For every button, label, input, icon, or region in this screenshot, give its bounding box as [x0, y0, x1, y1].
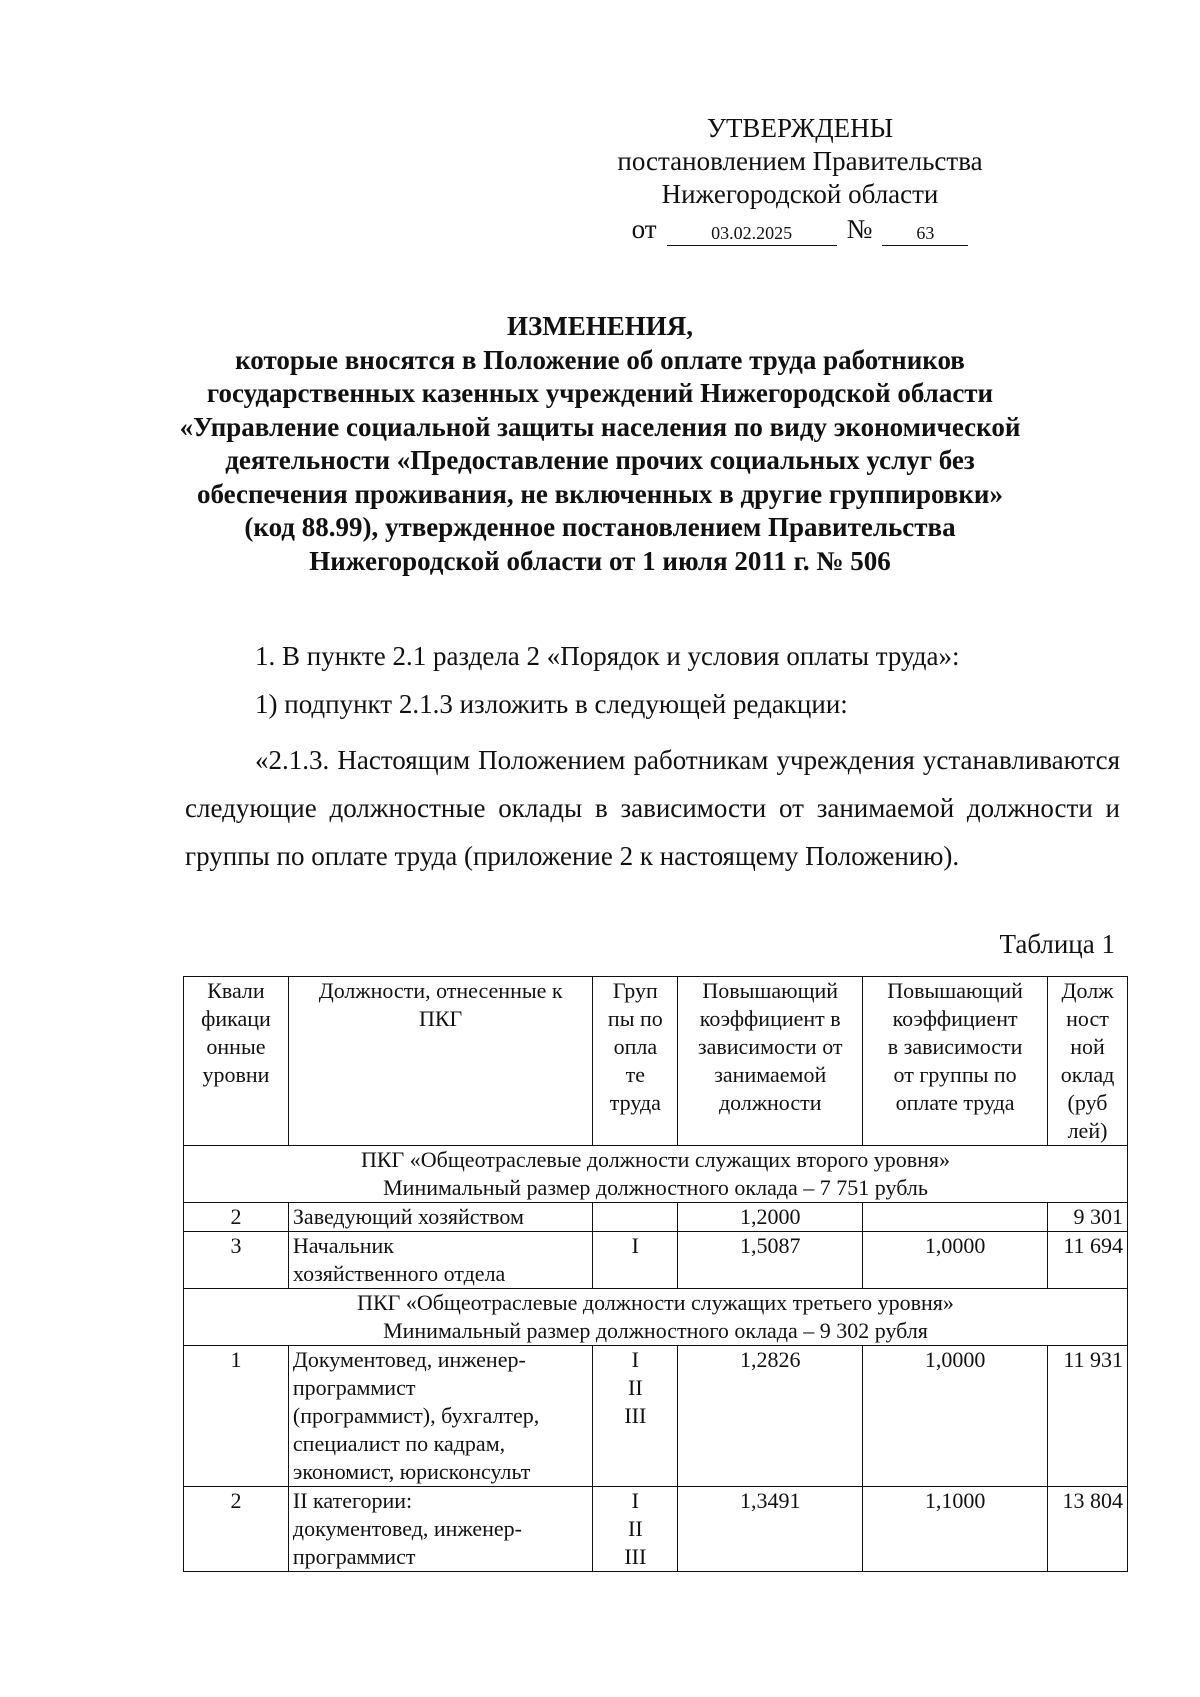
cell-salary: 9 301	[1048, 1203, 1128, 1232]
number-label: №	[846, 214, 873, 244]
cell-salary: 13 804	[1048, 1487, 1128, 1572]
position-line: Заведующий хозяйством	[292, 1204, 524, 1229]
title-line-2: которые вносятся в Положение об оплате труда работников	[235, 344, 965, 375]
position-line: специалист по кадрам,	[292, 1431, 506, 1456]
approval-date: 03.02.2025	[667, 222, 837, 246]
header-line: ПКГ	[419, 1006, 463, 1031]
header-line: Груп	[612, 978, 658, 1003]
header-line: зависимости от	[697, 1034, 843, 1059]
salary-table	[183, 976, 1128, 1572]
group-line: I	[631, 1488, 639, 1513]
header-line: опла	[613, 1034, 658, 1059]
header-line: (руб	[1067, 1090, 1108, 1115]
approval-number: 63	[882, 222, 968, 246]
header-line: лей)	[1067, 1118, 1108, 1143]
cell-salary: 11 931	[1048, 1346, 1128, 1487]
title-line-3: государственных казенных учреждений Нижегородской области	[206, 378, 994, 408]
header-line: Долж	[1061, 978, 1114, 1003]
position-line: Начальник	[292, 1233, 394, 1258]
approval-block	[580, 112, 1020, 246]
cell-level: 2	[184, 1203, 289, 1232]
group-line: II	[628, 1516, 643, 1541]
group-row	[184, 1289, 1128, 1346]
header-line: труда	[609, 1090, 661, 1115]
group-min-salary: Минимальный размер должностного оклада – 7 751 рубль	[383, 1175, 928, 1200]
table-label: Таблица 1	[999, 929, 1115, 959]
header-line: оплате труда	[895, 1090, 1015, 1115]
cell-group	[593, 1232, 678, 1289]
cell-coef-position: 1,5087	[678, 1232, 863, 1289]
header-line: занимаемой	[714, 1062, 827, 1087]
header-line: фикаци	[201, 1006, 271, 1031]
cell-coef-position: 1,2826	[678, 1346, 863, 1487]
header-line: оклад	[1060, 1062, 1115, 1087]
header-line: ной	[1070, 1034, 1105, 1059]
cell-coef-position: 1,3491	[678, 1487, 863, 1572]
header-line: в зависимости	[887, 1034, 1023, 1059]
header-line: коэффициент в	[699, 1006, 841, 1031]
header-group	[593, 977, 678, 1146]
group-line: I	[631, 1233, 639, 1258]
title-line-1: ИЗМЕНЕНИЯ,	[506, 311, 693, 341]
position-line: программист	[292, 1375, 416, 1400]
cell-coef-group: 1,1000	[863, 1487, 1048, 1572]
header-line: Повышающий	[702, 978, 839, 1003]
group-title: ПКГ «Общеотраслевые должности служащих второго уровня»	[361, 1147, 950, 1172]
group-line: II	[628, 1375, 643, 1400]
cell-coef-group: 1,0000	[863, 1232, 1048, 1289]
header-line: пы по	[607, 1006, 663, 1031]
position-line: экономист, юрисконсульт	[292, 1459, 531, 1484]
approval-line-2: Нижегородской области	[661, 179, 939, 209]
title-line-4: «Управление социальной защиты населения по виду экономической	[179, 411, 1021, 442]
table-body	[184, 1146, 1128, 1572]
cell-position	[288, 1232, 592, 1289]
header-salary	[1048, 977, 1128, 1146]
header-coef-position	[678, 977, 863, 1146]
position-line: (программист), бухгалтер,	[292, 1403, 540, 1428]
header-line: должности	[718, 1090, 822, 1115]
approval-line-1: постановлением Правительства	[617, 146, 983, 176]
header-line: онные	[206, 1034, 266, 1059]
position-line: программист	[292, 1544, 416, 1569]
paragraph-1: 1. В пункте 2.1 раздела 2 «Порядок и условия оплаты труда»:	[255, 641, 960, 671]
approval-date-line	[580, 213, 1020, 246]
paragraph-2: 1) подпункт 2.1.3 изложить в следующей редакции:	[255, 689, 848, 719]
table-row	[184, 1346, 1128, 1487]
cell-position	[288, 1203, 592, 1232]
header-line: уровни	[202, 1062, 270, 1087]
group-line: III	[624, 1403, 647, 1428]
cell-position	[288, 1487, 592, 1572]
group-min-salary: Минимальный размер должностного оклада – 9 302 рубля	[383, 1318, 928, 1343]
title-line-6: обеспечения проживания, не включенных в другие группировки»	[197, 478, 1003, 509]
cell-level: 3	[184, 1232, 289, 1289]
header-line: те	[625, 1062, 646, 1087]
cell-group	[593, 1346, 678, 1487]
header-line: от группы по	[893, 1062, 1017, 1087]
approval-heading: УТВЕРЖДЕНЫ	[706, 113, 894, 143]
header-coef-group	[863, 977, 1048, 1146]
table-row	[184, 1232, 1128, 1289]
position-line: II категории:	[292, 1488, 413, 1513]
cell-group	[593, 1203, 678, 1232]
header-line: ност	[1066, 1006, 1109, 1031]
group-title-cell	[184, 1289, 1128, 1346]
header-position	[288, 977, 592, 1146]
document-title	[150, 310, 1050, 578]
header-level	[184, 977, 289, 1146]
group-title-cell	[184, 1146, 1128, 1203]
table-row	[184, 1487, 1128, 1572]
header-line: коэффициент	[892, 1006, 1018, 1031]
cell-level: 2	[184, 1487, 289, 1572]
title-line-7: (код 88.99), утвержденное постановлением Правительства	[244, 512, 956, 542]
title-line-5: деятельности «Предоставление прочих социальных услуг без	[225, 445, 975, 475]
cell-level: 1	[184, 1346, 289, 1487]
title-line-8: Нижегородской области от 1 июля 2011 г. № 506	[309, 545, 891, 576]
paragraph-3: «2.1.3. Настоящим Положением работникам учреждения устанавливаются следующие должностные оклады в зависимости от занимаемой должности и группы по оплате труда (приложение 2 к настоящему Положению).	[185, 745, 1120, 871]
group-line: I	[631, 1347, 639, 1372]
position-line: Документовед, инженер-	[292, 1347, 526, 1372]
position-line: документовед, инженер-	[292, 1516, 522, 1541]
group-line: III	[624, 1544, 647, 1569]
group-title: ПКГ «Общеотраслевые должности служащих третьего уровня»	[357, 1290, 954, 1315]
group-row	[184, 1146, 1128, 1203]
header-line: Должности, отнесенные к	[318, 978, 563, 1003]
cell-group	[593, 1487, 678, 1572]
cell-position	[288, 1346, 592, 1487]
position-line: хозяйственного отдела	[292, 1261, 506, 1286]
from-label: от	[631, 214, 657, 244]
cell-coef-group: 1,0000	[863, 1346, 1048, 1487]
table-row	[184, 1203, 1128, 1232]
table-header-row	[184, 977, 1128, 1146]
header-line: Повышающий	[887, 978, 1023, 1003]
cell-coef-position: 1,2000	[678, 1203, 863, 1232]
cell-salary: 11 694	[1048, 1232, 1128, 1289]
header-line: Квали	[207, 978, 265, 1003]
cell-coef-group	[863, 1203, 1048, 1232]
